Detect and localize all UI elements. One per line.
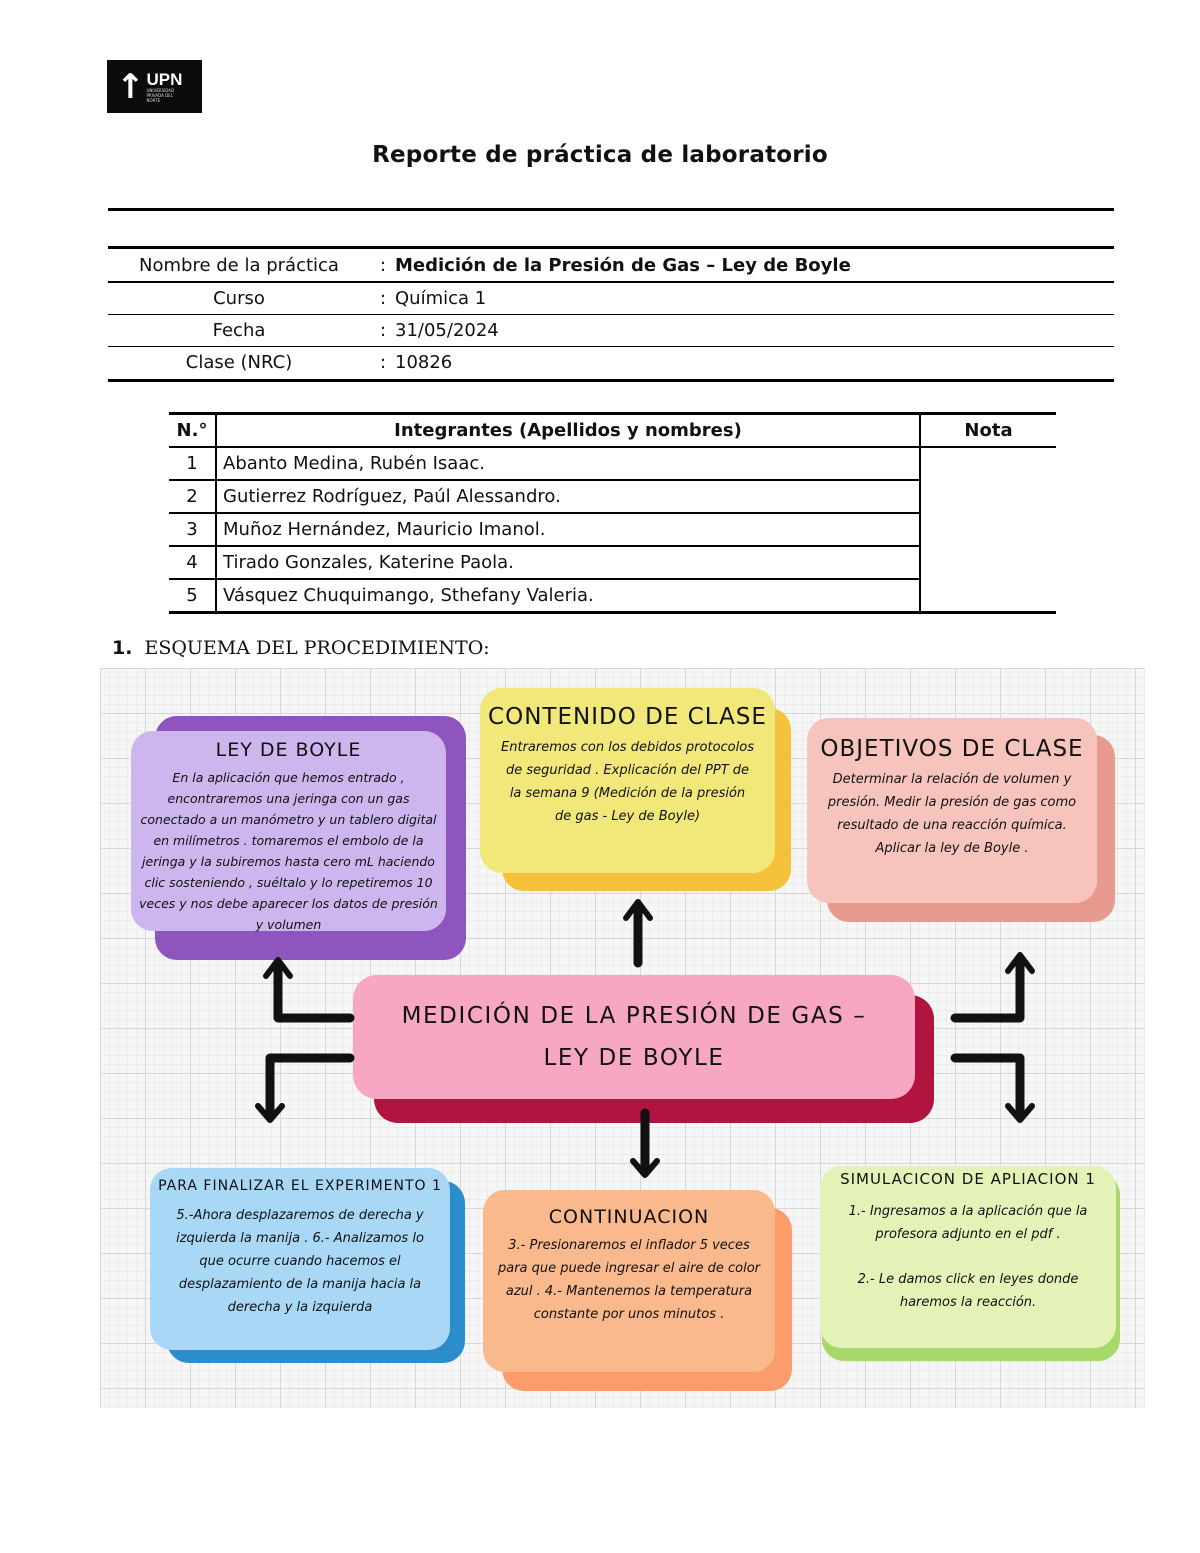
info-sep: : bbox=[380, 288, 387, 309]
logo-arrow-icon: ↑ bbox=[116, 66, 145, 107]
logo-subtitle: UNIVERSIDAD PRIVADA DEL NORTE bbox=[146, 87, 175, 103]
member-name: Tirado Gonzales, Katerine Paola. bbox=[216, 546, 920, 579]
info-sep: : bbox=[380, 352, 387, 373]
card-text-1: 1.- Ingresamos a la aplicación que la profesora adjunto en el pdf . bbox=[848, 1204, 1088, 1242]
table-row bbox=[169, 447, 1056, 480]
card-title: OBJETIVOS DE CLASE bbox=[820, 736, 1084, 762]
card-text: 3.- Presionaremos el inflador 5 veces para que puede ingresar el aire de color azul . 4.- Mantenemos la temperatura constante por unos minutos . bbox=[497, 1238, 760, 1322]
info-label: Clase (NRC) bbox=[185, 352, 293, 373]
card-text: Entraremos con los debidos protocolos de seguridad . Explicación del PPT de la semana 9 (Medición de la presión de gas - Ley de Boyle) bbox=[501, 740, 754, 824]
section-title: ESQUEMA DEL PROCEDIMIENTO: bbox=[144, 637, 490, 659]
member-name: Muñoz Hernández, Mauricio Imanol. bbox=[216, 513, 920, 546]
card-title: SIMULACICON DE APLIACION 1 bbox=[840, 1170, 1096, 1188]
member-name: Vásquez Chuquimango, Sthefany Valeria. bbox=[216, 579, 920, 613]
card-title: CONTINUACION bbox=[548, 1206, 710, 1228]
procedure-scheme bbox=[100, 668, 1145, 1408]
header-name: Integrantes (Apellidos y nombres) bbox=[216, 414, 920, 448]
members-table bbox=[169, 412, 1056, 614]
card-text: En la aplicación que hemos entrado , encontraremos una jeringa con un gas conectado a un manómetro y un tablero digital en milímetros . tomaremos el embolo de la jeringa y la subiremos hasta cero mL haciendo clic sosteniendo , suéltalo y lo repetiremos 10 veces y nos debe aparecer los datos de presión y volumen bbox=[139, 770, 438, 932]
nota-cell bbox=[920, 447, 1056, 613]
card-title: LEY DE BOYLE bbox=[215, 739, 362, 761]
header-nota: Nota bbox=[920, 414, 1056, 448]
card-title: PARA FINALIZAR EL EXPERIMENTO 1 bbox=[158, 1178, 442, 1194]
table-header-row bbox=[169, 414, 1056, 448]
info-label: Fecha bbox=[212, 320, 266, 341]
card-text: Determinar la relación de volumen y presión. Medir la presión de gas como resultado de una reacción química. Aplicar la ley de Boyle . bbox=[827, 772, 1077, 856]
card-text: 5.-Ahora desplazaremos de derecha y izquierda la manija . 6.- Analizamos lo que ocurre cuando hacemos el desplazamiento de la manija hacia la derecha y la izquierda bbox=[176, 1208, 424, 1315]
info-value: 10826 bbox=[395, 352, 453, 373]
center-line-2: LEY DE BOYLE bbox=[543, 1045, 725, 1071]
card-para-finalizar bbox=[150, 1168, 450, 1350]
divider bbox=[108, 379, 1114, 382]
header-num: N.° bbox=[169, 414, 216, 448]
member-num: 5 bbox=[169, 579, 216, 613]
logo-brand bbox=[147, 71, 183, 103]
upn-logo bbox=[107, 60, 202, 113]
divider bbox=[108, 246, 1114, 249]
card-title: CONTENIDO DE CLASE bbox=[488, 704, 767, 730]
card-continuacion bbox=[483, 1190, 775, 1372]
section-heading bbox=[112, 637, 490, 659]
logo-name: UPN bbox=[146, 69, 183, 89]
member-num: 3 bbox=[169, 513, 216, 546]
member-num: 1 bbox=[169, 447, 216, 480]
divider bbox=[108, 208, 1114, 211]
info-value: Medición de la Presión de Gas – Ley de Boyle bbox=[395, 255, 851, 276]
info-row-class bbox=[108, 347, 1114, 379]
card-text-2: 2.- Le damos click en leyes donde haremos la reacción. bbox=[857, 1272, 1079, 1310]
info-value: Química 1 bbox=[395, 288, 487, 309]
info-sep: : bbox=[380, 320, 387, 341]
member-name: Gutierrez Rodríguez, Paúl Alessandro. bbox=[216, 480, 920, 513]
info-row-date bbox=[108, 315, 1114, 347]
info-row-course bbox=[108, 283, 1114, 315]
info-label: Nombre de la práctica bbox=[139, 255, 339, 276]
info-label: Curso bbox=[213, 288, 265, 309]
page-title: Reporte de práctica de laboratorio bbox=[372, 142, 828, 168]
center-line-1: MEDICIÓN DE LA PRESIÓN DE GAS – bbox=[401, 1003, 867, 1029]
member-name: Abanto Medina, Rubén Isaac. bbox=[216, 447, 920, 480]
section-number: 1. bbox=[112, 637, 133, 659]
info-sep: : bbox=[380, 255, 387, 276]
card-simulacion bbox=[820, 1166, 1116, 1348]
member-num: 2 bbox=[169, 480, 216, 513]
member-num: 4 bbox=[169, 546, 216, 579]
info-value: 31/05/2024 bbox=[395, 320, 499, 341]
info-row-practice bbox=[108, 250, 1114, 282]
